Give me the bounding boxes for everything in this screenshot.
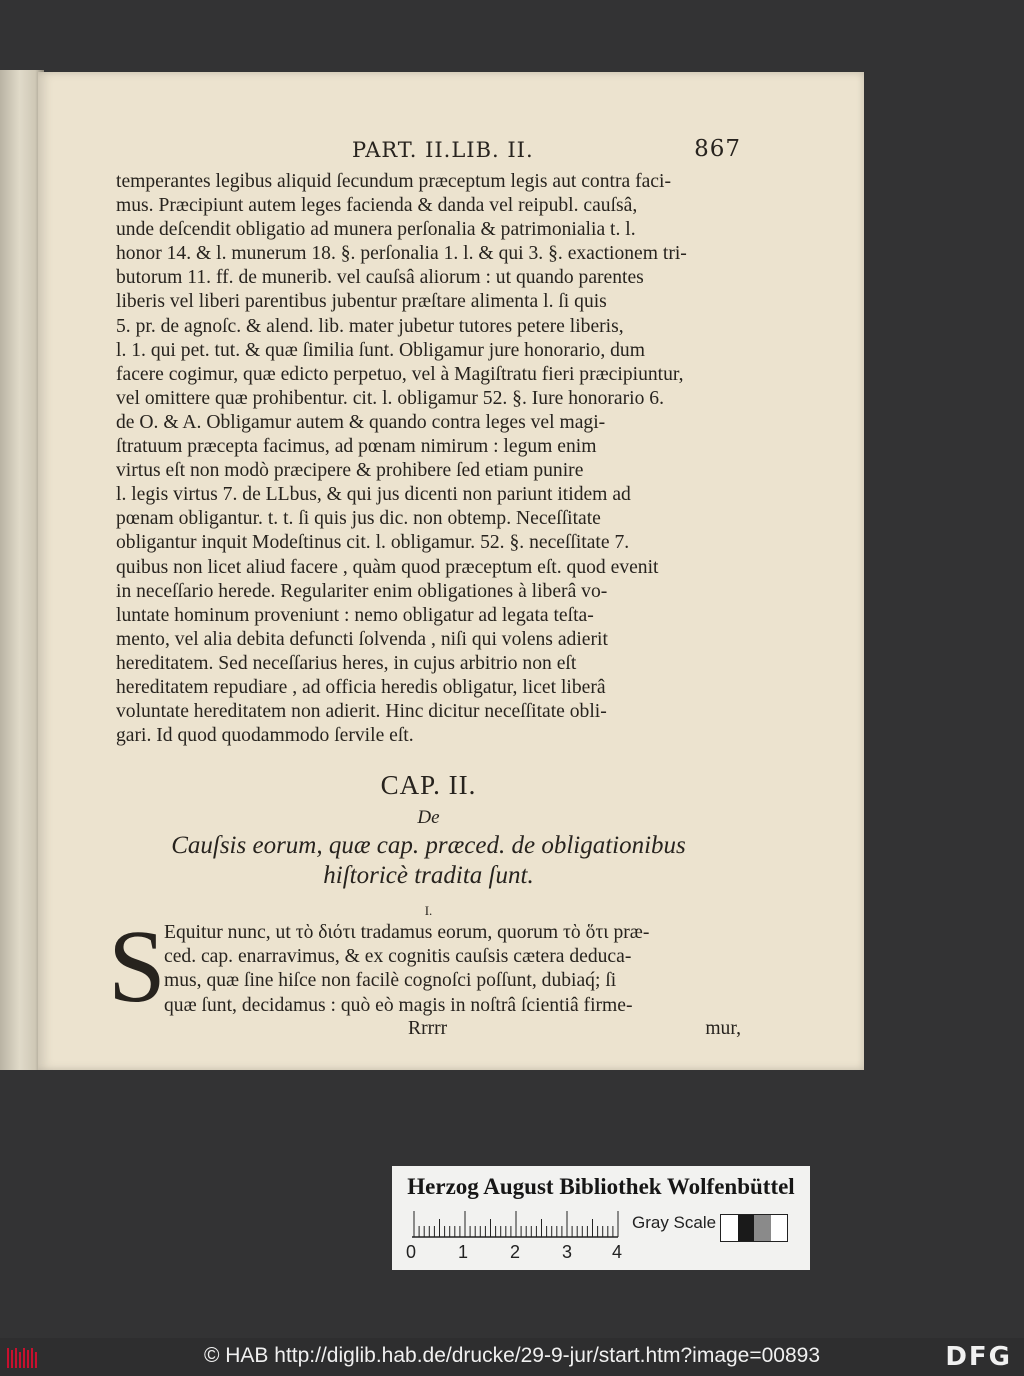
chapter-subtitle-line-1: Cauſsis eorum, quæ cap. præced. de obligationibus — [171, 832, 686, 860]
chapter-subtitle-line-2: hiſtoricè tradita ſunt. — [323, 862, 534, 890]
catchword-row — [116, 1018, 741, 1044]
ruler-ticks — [412, 1210, 622, 1238]
gray-patch — [721, 1215, 738, 1241]
section-number: I. — [424, 903, 433, 919]
hab-card-title: Herzog August Bibliothek Wolfenbüttel — [407, 1174, 795, 1199]
gray-patch — [754, 1215, 771, 1241]
footer-copyright-url[interactable]: © HAB http://diglib.hab.de/drucke/29-9-jur/start.htm?image=00893 — [203, 1344, 821, 1367]
running-head-title: PART. II.LIB. II. — [352, 138, 534, 162]
chapter-heading: CAP. II. — [380, 770, 477, 801]
gray-patch — [738, 1215, 755, 1241]
gray-scale-label: Gray Scale — [632, 1213, 717, 1232]
ruler-numbers — [406, 1242, 636, 1264]
ruler-scale — [412, 1210, 622, 1238]
ruler-number: 3 — [562, 1242, 573, 1262]
gray-scale-patches — [720, 1214, 788, 1242]
gray-patch — [771, 1215, 788, 1241]
page-number: 867 — [694, 136, 741, 162]
book-page — [38, 72, 864, 1070]
drop-cap: S — [108, 909, 166, 1025]
running-head — [116, 136, 741, 170]
chapter-de: De — [417, 807, 440, 829]
signature-mark: Rrrrr — [408, 1017, 448, 1039]
paragraph-1: temperantes legibus aliquid ſecundum præceptum legis aut contra faci- mus. Præcipiunt autem leges facienda & danda vel reipubl. cauſsâ, unde deſcendit obligatio ad munera perſonalia & patrimonialia t. l. honor 14. & l. munerum 18. §. perſonalia 1. l. & qui 3. §. exactionem tri- butorum 11. ff. de munerib. vel cauſsâ aliorum : ut quando parentes liberis vel liberi parentibus jubentur præſtare alimenta l. ſi quis 5. pr. de agnoſc. & alend. lib. mater jubetur tutores petere liberis, l. 1. qui pet. tut. & quæ ſimilia ſunt. Obligamur jure honorario, dum facere cogimur, quæ edicto perpetuo, vel à Magiſtratu fieri præcipiuntur, vel omittere quæ prohibentur. cit. l. obligamur 52. §. Iure honorario 6. de O. & A. Obligamur autem & quando contra leges vel magi- ſtratuum præcepta facimus, ad pœnam nimirum : legum enim virtus eſt non modò præcipere & prohibere ſed etiam punire l. legis virtus 7. de LLbus, & qui jus dicenti non pariunt itidem ad pœnam obligantur. t. t. ſi quis jus dic. non obtemp. Neceſſitate obligantur inquit Modeſtinus cit. l. obligamur. 52. §. neceſſitate 7. quibus non licet aliud facere , quàm quod præceptum eſt. quod evenit in neceſſario herede. Regulariter enim obligationes à liberâ vo- luntate hominum proveniunt : nemo obligatur ad legata teſta- mento, vel alia debita defuncti ſolvenda , niſi qui volens adierit hereditatem. Sed neceſſarius heres, in cujus arbitrio non eſt hereditatem repudiare , ad officia heredis obligatur, licet liberâ voluntate hereditatem non adierit. Hinc dicitur neceſſitate obli- gari. Id quod quodammodo ſervile eſt. — [116, 171, 687, 747]
page-text-block — [108, 136, 741, 1044]
ruler-number: 1 — [458, 1242, 469, 1262]
chapter-subtitle — [116, 831, 741, 891]
catchword: mur, — [705, 1017, 741, 1039]
ruler-number: 0 — [406, 1242, 417, 1262]
paragraph-2: Equitur nunc, ut τὸ διότι tradamus eorum, quorum τὸ ὅτι præ- ced. cap. enarravimus, & ex cognitis cauſsis cætera deduca- mus, quæ ſine hiſce non facilè cognoſci poſſunt, dubiaq́; ſi quæ ſunt, decidamus : quò eò magis in noſtrâ ſcientiâ firme- — [164, 922, 650, 1016]
opening-paragraph — [108, 909, 741, 1025]
ruler-number: 2 — [510, 1242, 521, 1262]
hab-color-card — [392, 1166, 810, 1270]
ruler-number: 4 — [612, 1242, 623, 1262]
dfg-logo: DFG — [945, 1342, 1012, 1372]
footer-bar — [0, 1338, 1024, 1376]
